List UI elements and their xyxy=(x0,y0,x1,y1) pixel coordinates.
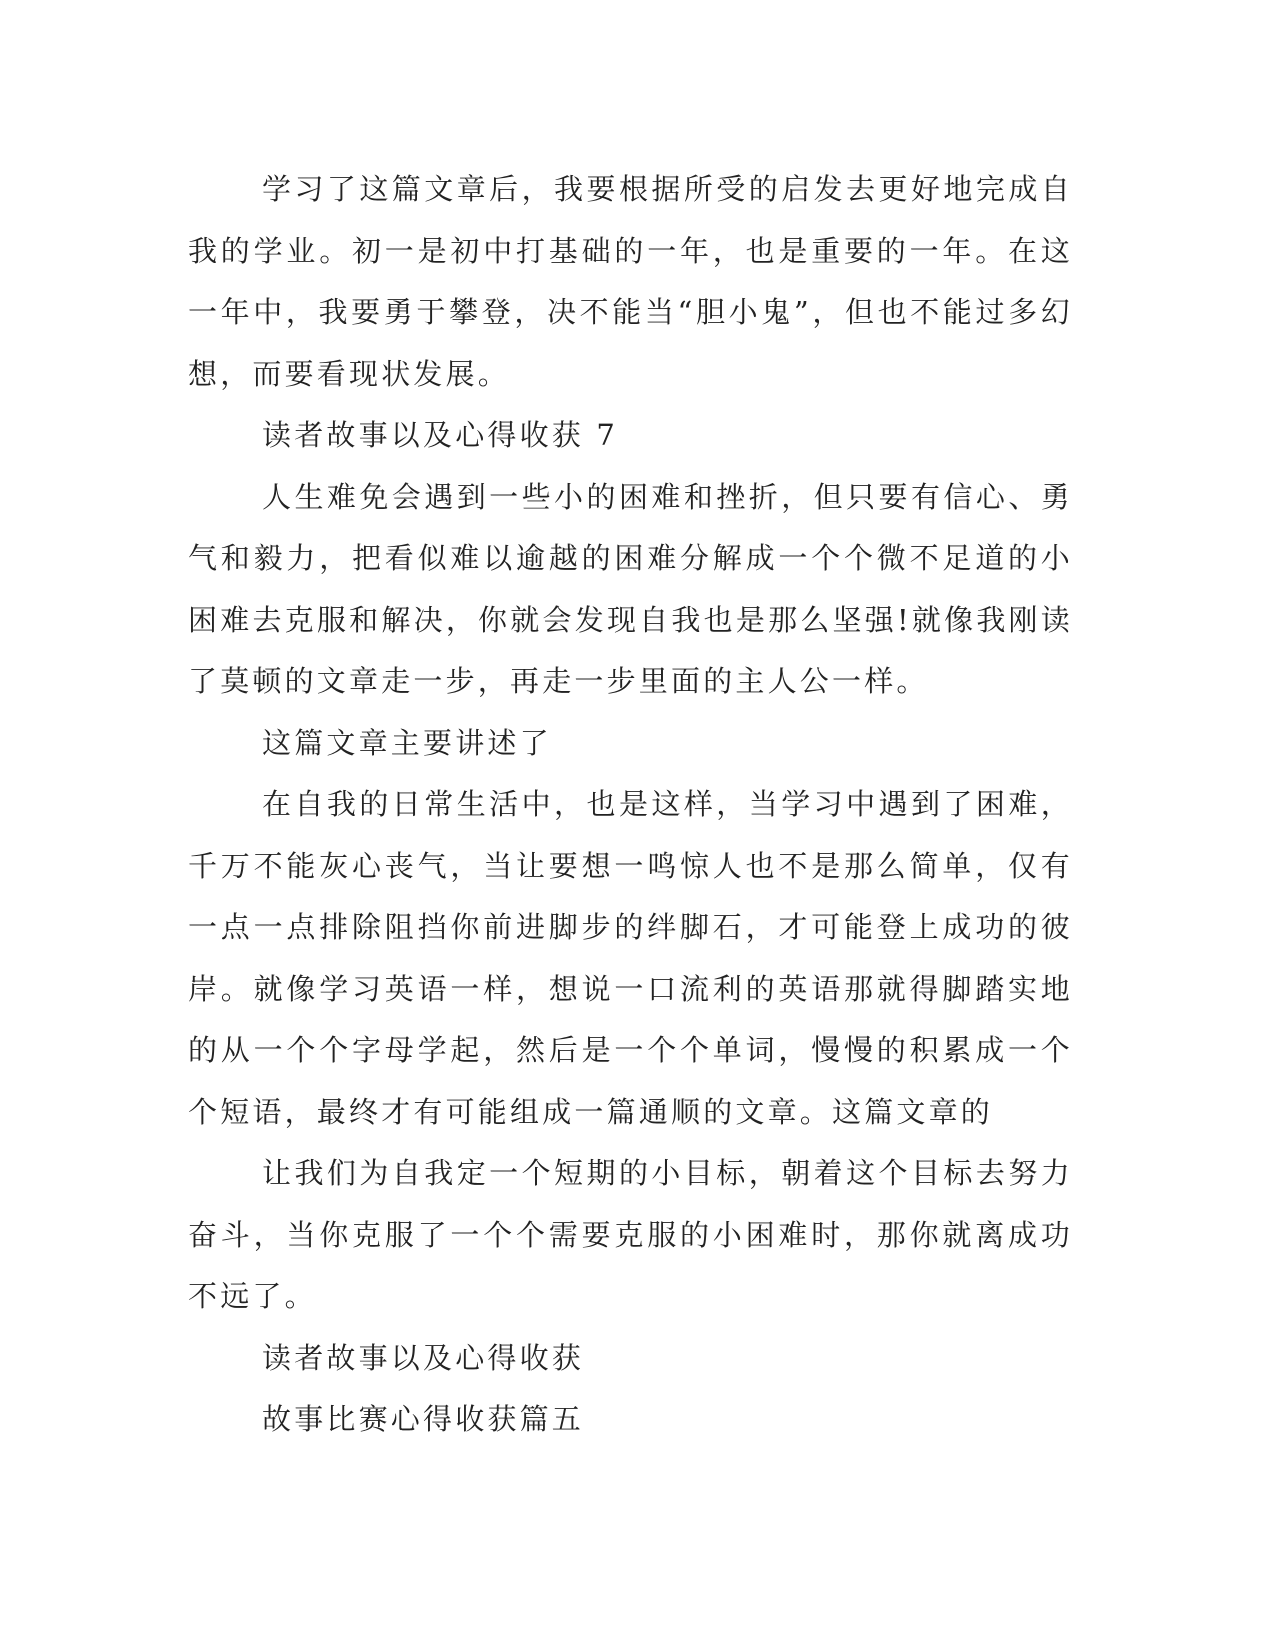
section-heading-7: 读者故事以及心得收获 7 xyxy=(262,418,619,452)
document-body xyxy=(188,159,1073,1451)
section-heading: 读者故事以及心得收获 xyxy=(262,1340,585,1375)
paragraph-3: 这篇文章主要讲述了 xyxy=(262,725,552,760)
paragraph-1: 学习了这篇文章后，我要根据所受的启发去更好地完成自我的学业。初一是初中打基础的一年，也是重要的一年。在这一年中，我要勇于攀登，决不能当“胆小鬼”，但也不能过多幻想，而要看现状发展。 xyxy=(188,172,1073,391)
paragraph-4: 在自我的日常生活中，也是这样，当学习中遇到了困难，千万不能灰心丧气，当让要想一鸣惊人也不是那么简单，仅有一点一点排除阻挡你前进脚步的绊脚石，才可能登上成功的彼岸。就像学习英语一样，想说一口流利的英语那就得脚踏实地的从一个个字母学起，然后是一个个单词，慢慢的积累成一个个短语，最终才有可能组成一篇通顺的文章。这篇文章的 xyxy=(188,787,1073,1129)
section-heading-part-5: 故事比赛心得收获篇五 xyxy=(262,1402,585,1436)
paragraph-2: 人生难免会遇到一些小的困难和挫折，但只要有信心、勇气和毅力，把看似难以逾越的困难分解成一个个微不足道的小困难去克服和解决，你就会发现自我也是那么坚强!就像我刚读了莫顿的文章走一步，再走一步里面的主人公一样。 xyxy=(188,479,1073,698)
paragraph-5: 让我们为自我定一个短期的小目标，朝着这个目标去努力奋斗，当你克服了一个个需要克服的小困难时，那你就离成功不远了。 xyxy=(188,1156,1073,1313)
